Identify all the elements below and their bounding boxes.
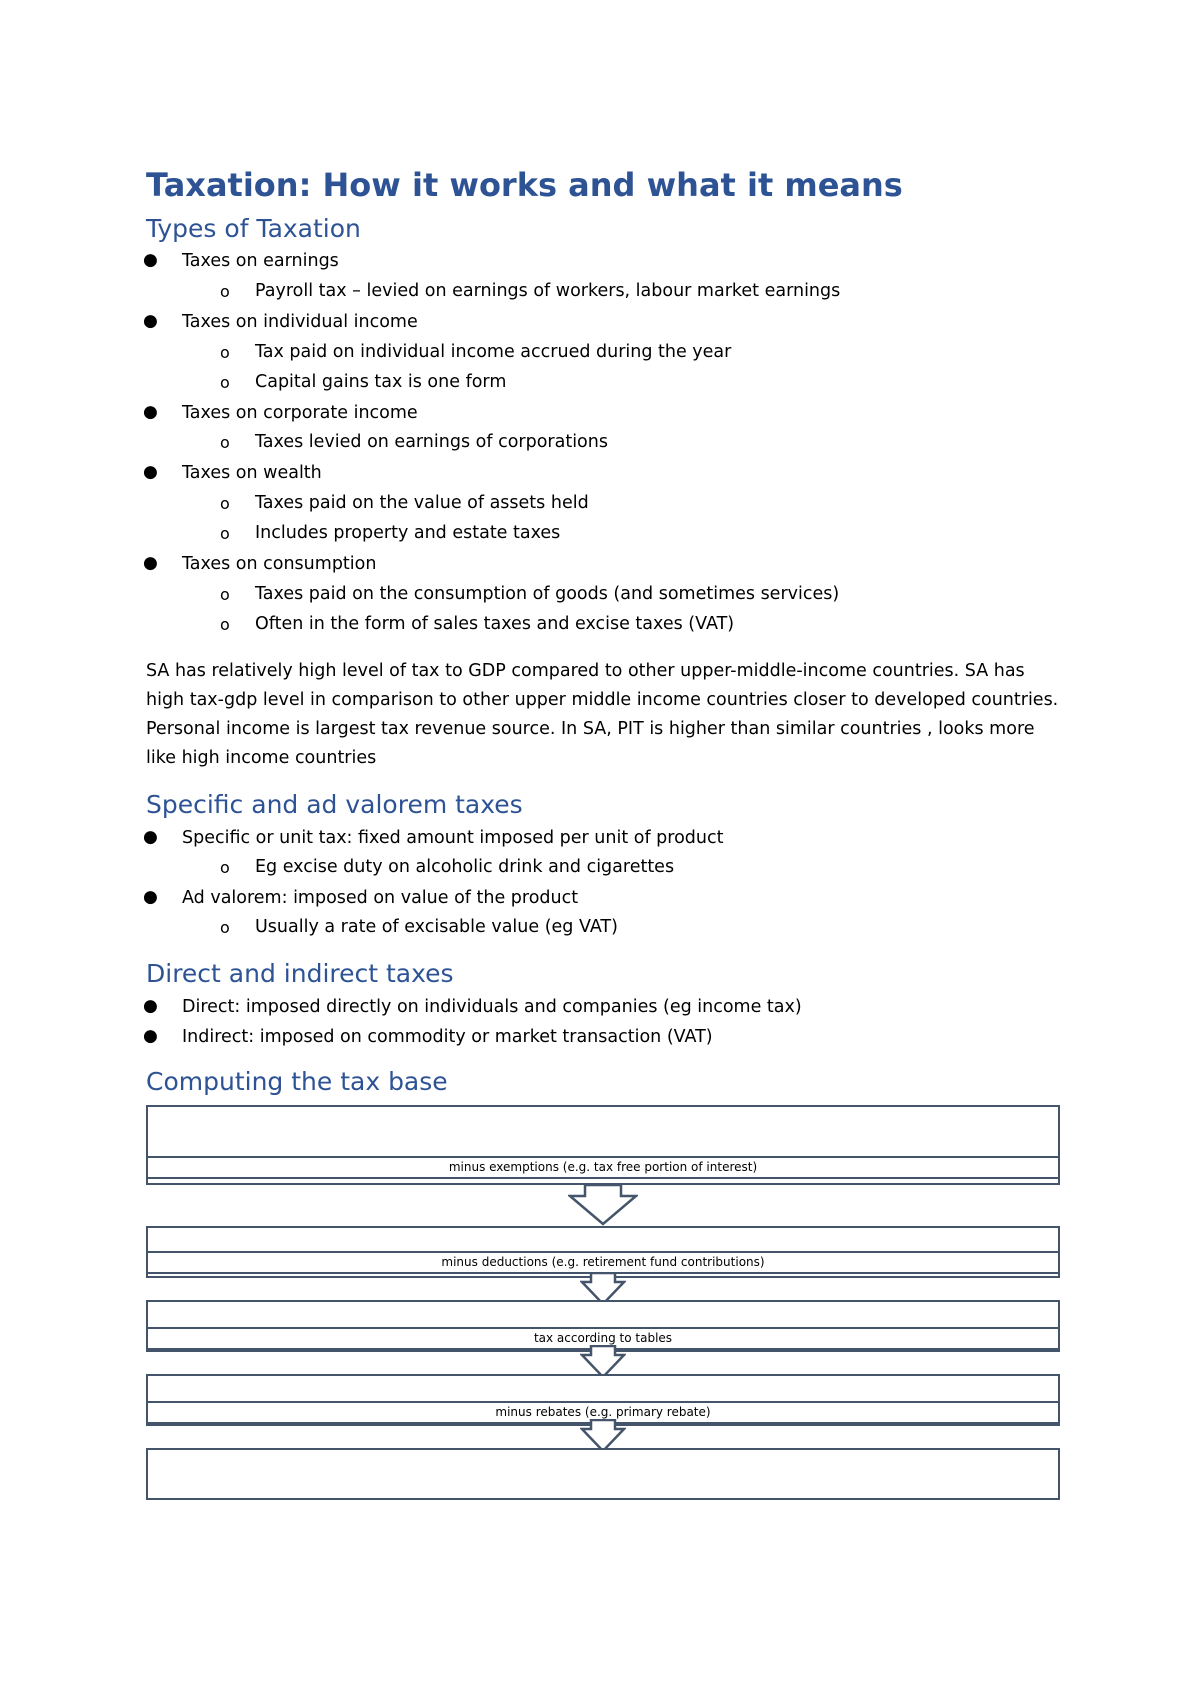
sub-bullet-icon: o <box>220 494 230 513</box>
heading-types-of-taxation: Types of Taxation <box>146 214 361 243</box>
list-item: Direct: imposed directly on individuals and companies (eg income tax) <box>182 997 802 1017</box>
sub-bullet-icon: o <box>220 373 230 392</box>
sub-bullet-icon: o <box>220 585 230 604</box>
sub-bullet-icon: o <box>220 433 230 452</box>
list-item: Taxes on corporate income <box>182 403 418 423</box>
sub-bullet-icon: o <box>220 858 230 877</box>
bullet-icon: ● <box>143 462 158 482</box>
bullet-icon: ● <box>143 1026 158 1046</box>
flow-step-label: minus deductions (e.g. retirement fund contributions) <box>146 1251 1060 1274</box>
bullet-icon: ● <box>143 553 158 573</box>
list-item: Specific or unit tax: fixed amount imposed per unit of product <box>182 828 724 848</box>
heading-computing-tax-base: Computing the tax base <box>146 1067 448 1096</box>
bullet-icon: ● <box>143 402 158 422</box>
heading-direct-indirect: Direct and indirect taxes <box>146 959 454 988</box>
flow-step-label: minus exemptions (e.g. tax free portion of interest) <box>146 1156 1060 1179</box>
sub-bullet-icon: o <box>220 918 230 937</box>
down-arrow-icon <box>568 1184 638 1226</box>
list-item: Taxes on consumption <box>182 554 377 574</box>
bullet-icon: ● <box>143 250 158 270</box>
sub-bullet-icon: o <box>220 524 230 543</box>
list-item: Taxes on earnings <box>182 251 339 271</box>
sub-list-item: Tax paid on individual income accrued during the year <box>255 342 732 362</box>
document-title: Taxation: How it works and what it means <box>146 166 903 204</box>
list-item: Indirect: imposed on commodity or market transaction (VAT) <box>182 1027 713 1047</box>
list-item: Taxes on individual income <box>182 312 418 332</box>
heading-specific-ad-valorem: Specific and ad valorem taxes <box>146 790 523 819</box>
sub-list-item: Eg excise duty on alcoholic drink and cigarettes <box>255 857 675 877</box>
sub-list-item: Capital gains tax is one form <box>255 372 507 392</box>
sub-list-item: Includes property and estate taxes <box>255 523 561 543</box>
sub-list-item: Payroll tax – levied on earnings of workers, labour market earnings <box>255 281 841 301</box>
sub-list-item: Taxes levied on earnings of corporations <box>255 432 608 452</box>
sub-list-item: Usually a rate of excisable value (eg VAT) <box>255 917 618 937</box>
sub-bullet-icon: o <box>220 282 230 301</box>
sub-list-item: Taxes paid on the value of assets held <box>255 493 589 513</box>
bullet-icon: ● <box>143 311 158 331</box>
list-item: Taxes on wealth <box>182 463 322 483</box>
body-paragraph: SA has relatively high level of tax to GDP compared to other upper-middle-income countries. SA has high tax-gdp level in comparison to other upper middle income countries closer to developed countries. Personal income is largest tax revenue source. In SA, PIT is higher than similar countries , looks more like high income countries <box>146 661 1059 768</box>
list-item: Ad valorem: imposed on value of the product <box>182 888 579 908</box>
sub-bullet-icon: o <box>220 615 230 634</box>
bullet-icon: ● <box>143 996 158 1016</box>
flow-step-label: tax according to tables <box>146 1327 1060 1350</box>
sub-list-item: Taxes paid on the consumption of goods (and sometimes services) <box>255 584 840 604</box>
flow-step-label: minus rebates (e.g. primary rebate) <box>146 1401 1060 1424</box>
flow-box-net-tax <box>146 1448 1060 1500</box>
sub-bullet-icon: o <box>220 343 230 362</box>
sub-list-item: Often in the form of sales taxes and excise taxes (VAT) <box>255 614 735 634</box>
bullet-icon: ● <box>143 827 158 847</box>
bullet-icon: ● <box>143 887 158 907</box>
